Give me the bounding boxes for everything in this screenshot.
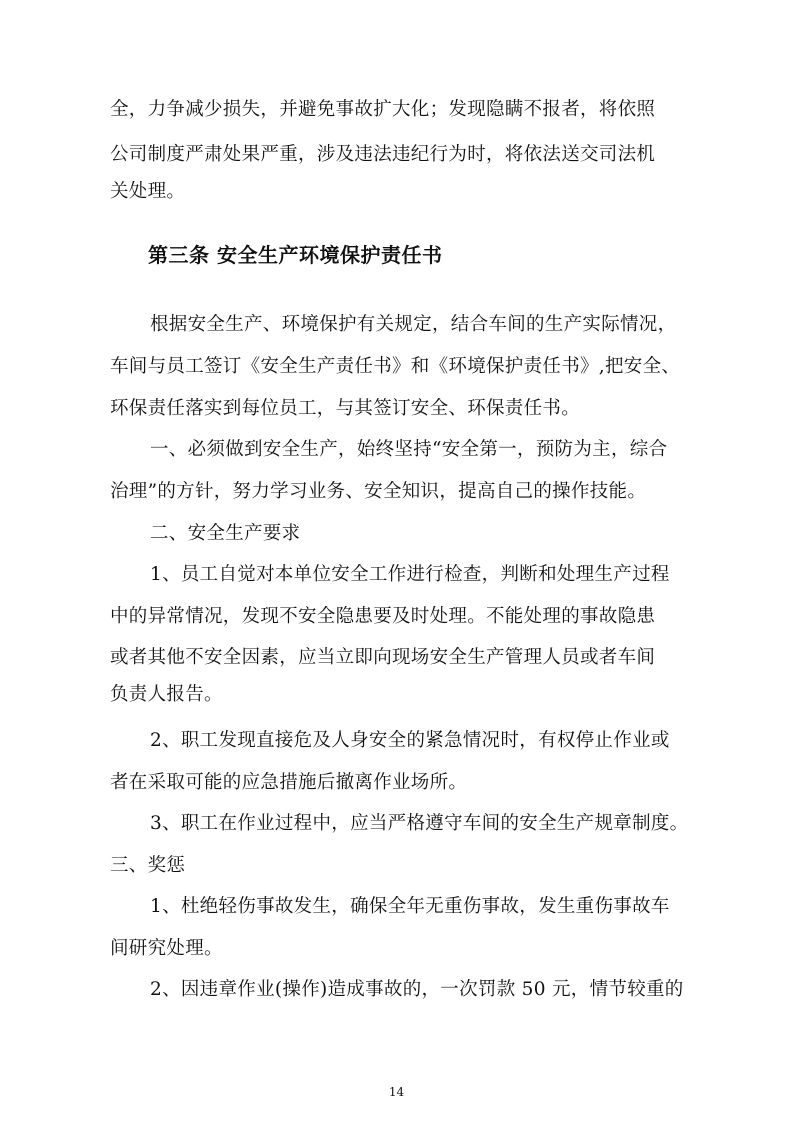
text-line-15: 者在采取可能的应急措施后撤离作业场所。 (110, 772, 468, 793)
text-line-2: 公司制度严肃处果严重，涉及违法违纪行为时，将依法送交司法机 (110, 144, 656, 165)
text-line-18: 1、杜绝轻伤事故发生，确保全年无重伤事故，发生重伤事故车 (150, 896, 670, 917)
text-line-3: 关处理。 (110, 181, 186, 202)
text-line-16: 3、职工在作业过程中，应当严格遵守车间的安全生产规章制度。 (150, 813, 689, 834)
text-line-6: 环保责任落实到每位员工，与其签订安全、环保责任书。 (110, 398, 581, 419)
text-line-11: 中的异常情况，发现不安全隐患要及时处理。不能处理的事故隐患 (110, 606, 656, 627)
text-line-12: 或者其他不安全因素，应当立即向现场安全生产管理人员或者车间 (110, 647, 656, 668)
text-line-4: 根据安全生产、环境保护有关规定，结合车间的生产实际情况， (150, 314, 677, 335)
text-line-1: 全，力争减少损失，并避免事故扩大化；发现隐瞒不报者，将依照 (110, 99, 656, 120)
text-line-8: 治理”的方针，努力学习业务、安全知识，提高自己的操作技能。 (110, 481, 647, 502)
section-heading: 第三条 安全生产环境保护责任书 (148, 243, 443, 267)
text-line-17: 三、奖惩 (110, 855, 186, 876)
text-line-19: 间研究处理。 (110, 938, 223, 959)
page-number: 14 (388, 1085, 405, 1099)
text-line-10: 1、员工自觉对本单位安全工作进行检查，判断和处理生产过程 (150, 564, 670, 585)
text-line-13: 负责人报告。 (110, 684, 223, 705)
text-line-7: 一、必须做到安全生产，始终坚持“安全第一，预防为主，综合 (150, 439, 668, 460)
text-line-20: 2、因违章作业(操作)造成事故的，一次罚款 50 元，情节较重的 (150, 979, 684, 1000)
text-line-5: 车间与员工签订《安全生产责任书》和《环境保护责任书》,把安全、 (110, 356, 681, 377)
text-line-9: 二、安全生产要求 (150, 523, 301, 544)
text-line-14: 2、职工发现直接危及人身安全的紧急情况时，有权停止作业或 (150, 730, 670, 751)
